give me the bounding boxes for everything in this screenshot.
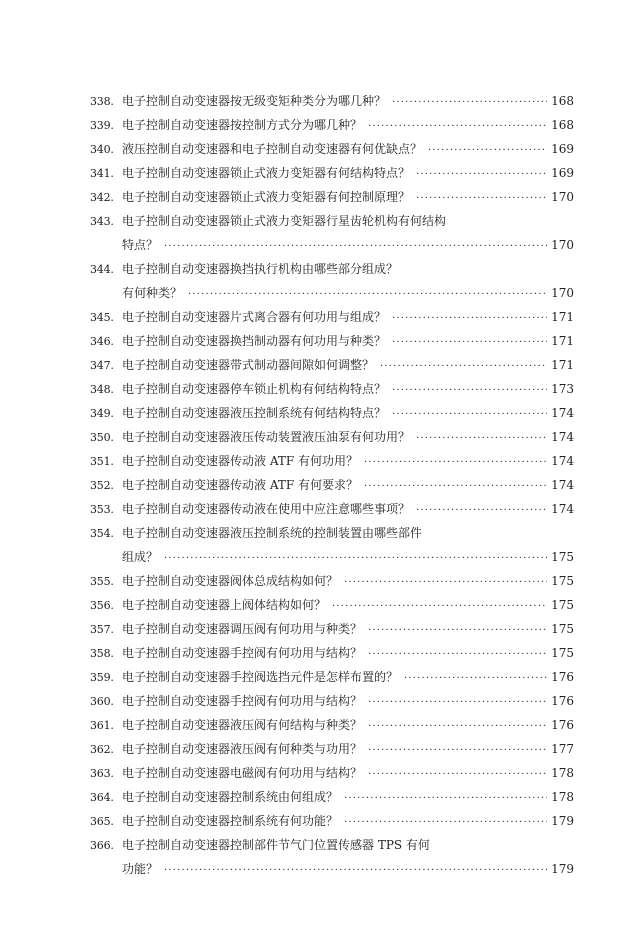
entry-number: 351.	[90, 455, 114, 468]
entry-number: 349.	[90, 407, 114, 420]
entry-title: 电子控制自动变速器上阀体结构如何？	[122, 598, 327, 612]
page-number: 174	[551, 430, 574, 444]
page-number: 175	[551, 598, 574, 612]
page-number: 174	[551, 454, 574, 468]
entry-number: 345.	[90, 311, 114, 324]
entry-title: 电子控制自动变速器电磁阀有何功用与结构？	[122, 766, 363, 780]
entry-title: 电子控制自动变速器片式离合器有何功用与组成？	[122, 310, 387, 324]
dot-leader	[368, 763, 547, 787]
dot-leader	[416, 187, 547, 211]
dot-leader	[364, 475, 547, 499]
toc-entry[interactable]	[90, 593, 574, 617]
entry-title: 电子控制自动变速器调压阀有何功用与种类？	[122, 622, 363, 636]
toc-entry[interactable]	[90, 713, 574, 737]
dot-leader	[344, 571, 547, 595]
entry-number: 350.	[90, 431, 114, 444]
dot-leader	[188, 283, 547, 307]
page-number: 171	[551, 334, 574, 348]
dot-leader	[344, 787, 547, 811]
entry-number: 354.	[90, 527, 114, 540]
toc-entry[interactable]	[90, 329, 574, 353]
dot-leader	[164, 547, 547, 571]
entry-number: 343.	[90, 215, 114, 228]
dot-leader	[392, 331, 547, 355]
entry-number: 356.	[90, 599, 114, 612]
page-number: 178	[551, 790, 574, 804]
page-number: 169	[551, 142, 574, 156]
toc-entry[interactable]	[90, 137, 574, 161]
dot-leader	[392, 379, 547, 403]
toc-entry[interactable]	[90, 569, 574, 593]
dot-leader	[368, 715, 547, 739]
toc-entry[interactable]	[90, 737, 574, 761]
toc-entry[interactable]	[90, 209, 574, 257]
entry-number: 342.	[90, 191, 114, 204]
entry-title: 电子控制自动变速器控制系统由何组成？	[122, 790, 339, 804]
toc-entry[interactable]	[90, 185, 574, 209]
dot-leader	[368, 115, 547, 139]
toc-entry[interactable]	[90, 161, 574, 185]
entry-number: 348.	[90, 383, 114, 396]
dot-leader	[368, 619, 547, 643]
entry-title: 电子控制自动变速器阀体总成结构如何？	[122, 574, 339, 588]
dot-leader	[392, 403, 547, 427]
entry-number: 353.	[90, 503, 114, 516]
entry-title: 电子控制自动变速器传动液 ATF 有何功用？	[122, 454, 358, 468]
entry-number: 366.	[90, 839, 114, 852]
entry-number: 360.	[90, 695, 114, 708]
entry-title: 电子控制自动变速器液压控制系统的控制装置由哪些部件	[122, 526, 423, 540]
entry-title: 电子控制自动变速器传动液在使用中应注意哪些事项？	[122, 502, 411, 516]
page-number: 174	[551, 478, 574, 492]
dot-leader	[344, 811, 547, 835]
entry-number: 340.	[90, 143, 114, 156]
page-number: 169	[551, 166, 574, 180]
entry-title-continuation: 特点？	[122, 238, 159, 252]
entry-title: 电子控制自动变速器液压传动装置液压油泵有何功用？	[122, 430, 411, 444]
entry-title: 电子控制自动变速器手控阀选挡元件是怎样布置的？	[122, 670, 399, 684]
dot-leader	[416, 163, 547, 187]
entry-title: 电子控制自动变速器手控阀有何功用与结构？	[122, 646, 363, 660]
toc-entry[interactable]	[90, 89, 574, 113]
toc-entry[interactable]	[90, 401, 574, 425]
page-number: 168	[551, 118, 574, 132]
toc-entry[interactable]	[90, 617, 574, 641]
page-number: 177	[551, 742, 574, 756]
entry-title: 电子控制自动变速器锁止式液力变矩器有何控制原理？	[122, 190, 411, 204]
dot-leader	[416, 427, 547, 451]
page-number: 176	[551, 694, 574, 708]
page-number: 173	[551, 382, 574, 396]
entry-number: 339.	[90, 119, 114, 132]
entry-title-continuation: 有何种类？	[122, 286, 183, 300]
table-of-contents	[90, 89, 574, 881]
page-number: 179	[551, 862, 574, 876]
toc-entry[interactable]	[90, 305, 574, 329]
dot-leader	[164, 859, 547, 883]
toc-entry[interactable]	[90, 113, 574, 137]
dot-leader	[404, 667, 547, 691]
toc-entry[interactable]	[90, 785, 574, 809]
dot-leader	[392, 91, 547, 115]
entry-number: 346.	[90, 335, 114, 348]
entry-title: 电子控制自动变速器手控阀有何功用与结构？	[122, 694, 363, 708]
page-number: 171	[551, 310, 574, 324]
dot-leader	[368, 691, 547, 715]
page-number: 170	[551, 190, 574, 204]
entry-title: 电子控制自动变速器锁止式液力变矩器有何结构特点？	[122, 166, 411, 180]
entry-number: 352.	[90, 479, 114, 492]
page-number: 170	[551, 238, 574, 252]
entry-title: 液压控制自动变速器和电子控制自动变速器有何优缺点？	[122, 142, 423, 156]
dot-leader	[380, 355, 547, 379]
entry-title: 电子控制自动变速器换挡制动器有何功用与种类？	[122, 334, 387, 348]
toc-entry[interactable]	[90, 473, 574, 497]
entry-title: 电子控制自动变速器锁止式液力变矩器行星齿轮机构有何结构	[122, 214, 447, 228]
toc-entry[interactable]	[90, 257, 574, 305]
entry-number: 357.	[90, 623, 114, 636]
entry-number: 338.	[90, 95, 114, 108]
page-number: 171	[551, 358, 574, 372]
entry-number: 359.	[90, 671, 114, 684]
toc-entry[interactable]	[90, 641, 574, 665]
entry-title: 电子控制自动变速器控制部件节气门位置传感器 TPS 有何	[122, 838, 430, 852]
toc-entry[interactable]	[90, 689, 574, 713]
toc-entry[interactable]	[90, 377, 574, 401]
entry-title: 电子控制自动变速器液压阀有何种类与功用？	[122, 742, 363, 756]
dot-leader	[428, 139, 547, 163]
dot-leader	[392, 307, 547, 331]
toc-entry[interactable]	[90, 833, 574, 881]
dot-leader	[368, 643, 547, 667]
toc-entry[interactable]	[90, 497, 574, 521]
entry-number: 365.	[90, 815, 114, 828]
toc-entry[interactable]	[90, 665, 574, 689]
toc-entry[interactable]	[90, 809, 574, 833]
entry-title: 电子控制自动变速器带式制动器间隙如何调整？	[122, 358, 375, 372]
page-number: 168	[551, 94, 574, 108]
page-number: 176	[551, 670, 574, 684]
entry-number: 341.	[90, 167, 114, 180]
entry-title: 电子控制自动变速器换挡执行机构由哪些部分组成？	[122, 262, 399, 276]
entry-title: 电子控制自动变速器液压阀有何结构与种类？	[122, 718, 363, 732]
page-number: 179	[551, 814, 574, 828]
entry-title: 电子控制自动变速器传动液 ATF 有何要求？	[122, 478, 358, 492]
toc-entry[interactable]	[90, 521, 574, 569]
entry-number: 364.	[90, 791, 114, 804]
entry-title: 电子控制自动变速器液压控制系统有何结构特点？	[122, 406, 387, 420]
entry-title-continuation: 功能？	[122, 862, 159, 876]
entry-title: 电子控制自动变速器按控制方式分为哪几种？	[122, 118, 363, 132]
page-number: 176	[551, 718, 574, 732]
toc-entry[interactable]	[90, 449, 574, 473]
page-number: 175	[551, 646, 574, 660]
entry-number: 363.	[90, 767, 114, 780]
toc-entry[interactable]	[90, 425, 574, 449]
entry-title-continuation: 组成？	[122, 550, 159, 564]
entry-number: 347.	[90, 359, 114, 372]
entry-title: 电子控制自动变速器控制系统有何功能？	[122, 814, 339, 828]
dot-leader	[416, 499, 547, 523]
entry-title: 电子控制自动变速器按无级变矩种类分为哪几种？	[122, 94, 387, 108]
dot-leader	[368, 739, 547, 763]
page-number: 175	[551, 622, 574, 636]
entry-title: 电子控制自动变速器停车锁止机构有何结构特点？	[122, 382, 387, 396]
entry-number: 362.	[90, 743, 114, 756]
page-number: 175	[551, 550, 574, 564]
page-number: 174	[551, 502, 574, 516]
dot-leader	[332, 595, 547, 619]
page-number: 178	[551, 766, 574, 780]
dot-leader	[164, 235, 547, 259]
entry-number: 344.	[90, 263, 114, 276]
entry-number: 355.	[90, 575, 114, 588]
page-number: 170	[551, 286, 574, 300]
dot-leader	[364, 451, 547, 475]
page-number: 175	[551, 574, 574, 588]
toc-entry[interactable]	[90, 353, 574, 377]
entry-number: 358.	[90, 647, 114, 660]
entry-number: 361.	[90, 719, 114, 732]
toc-entry[interactable]	[90, 761, 574, 785]
page-number: 174	[551, 406, 574, 420]
